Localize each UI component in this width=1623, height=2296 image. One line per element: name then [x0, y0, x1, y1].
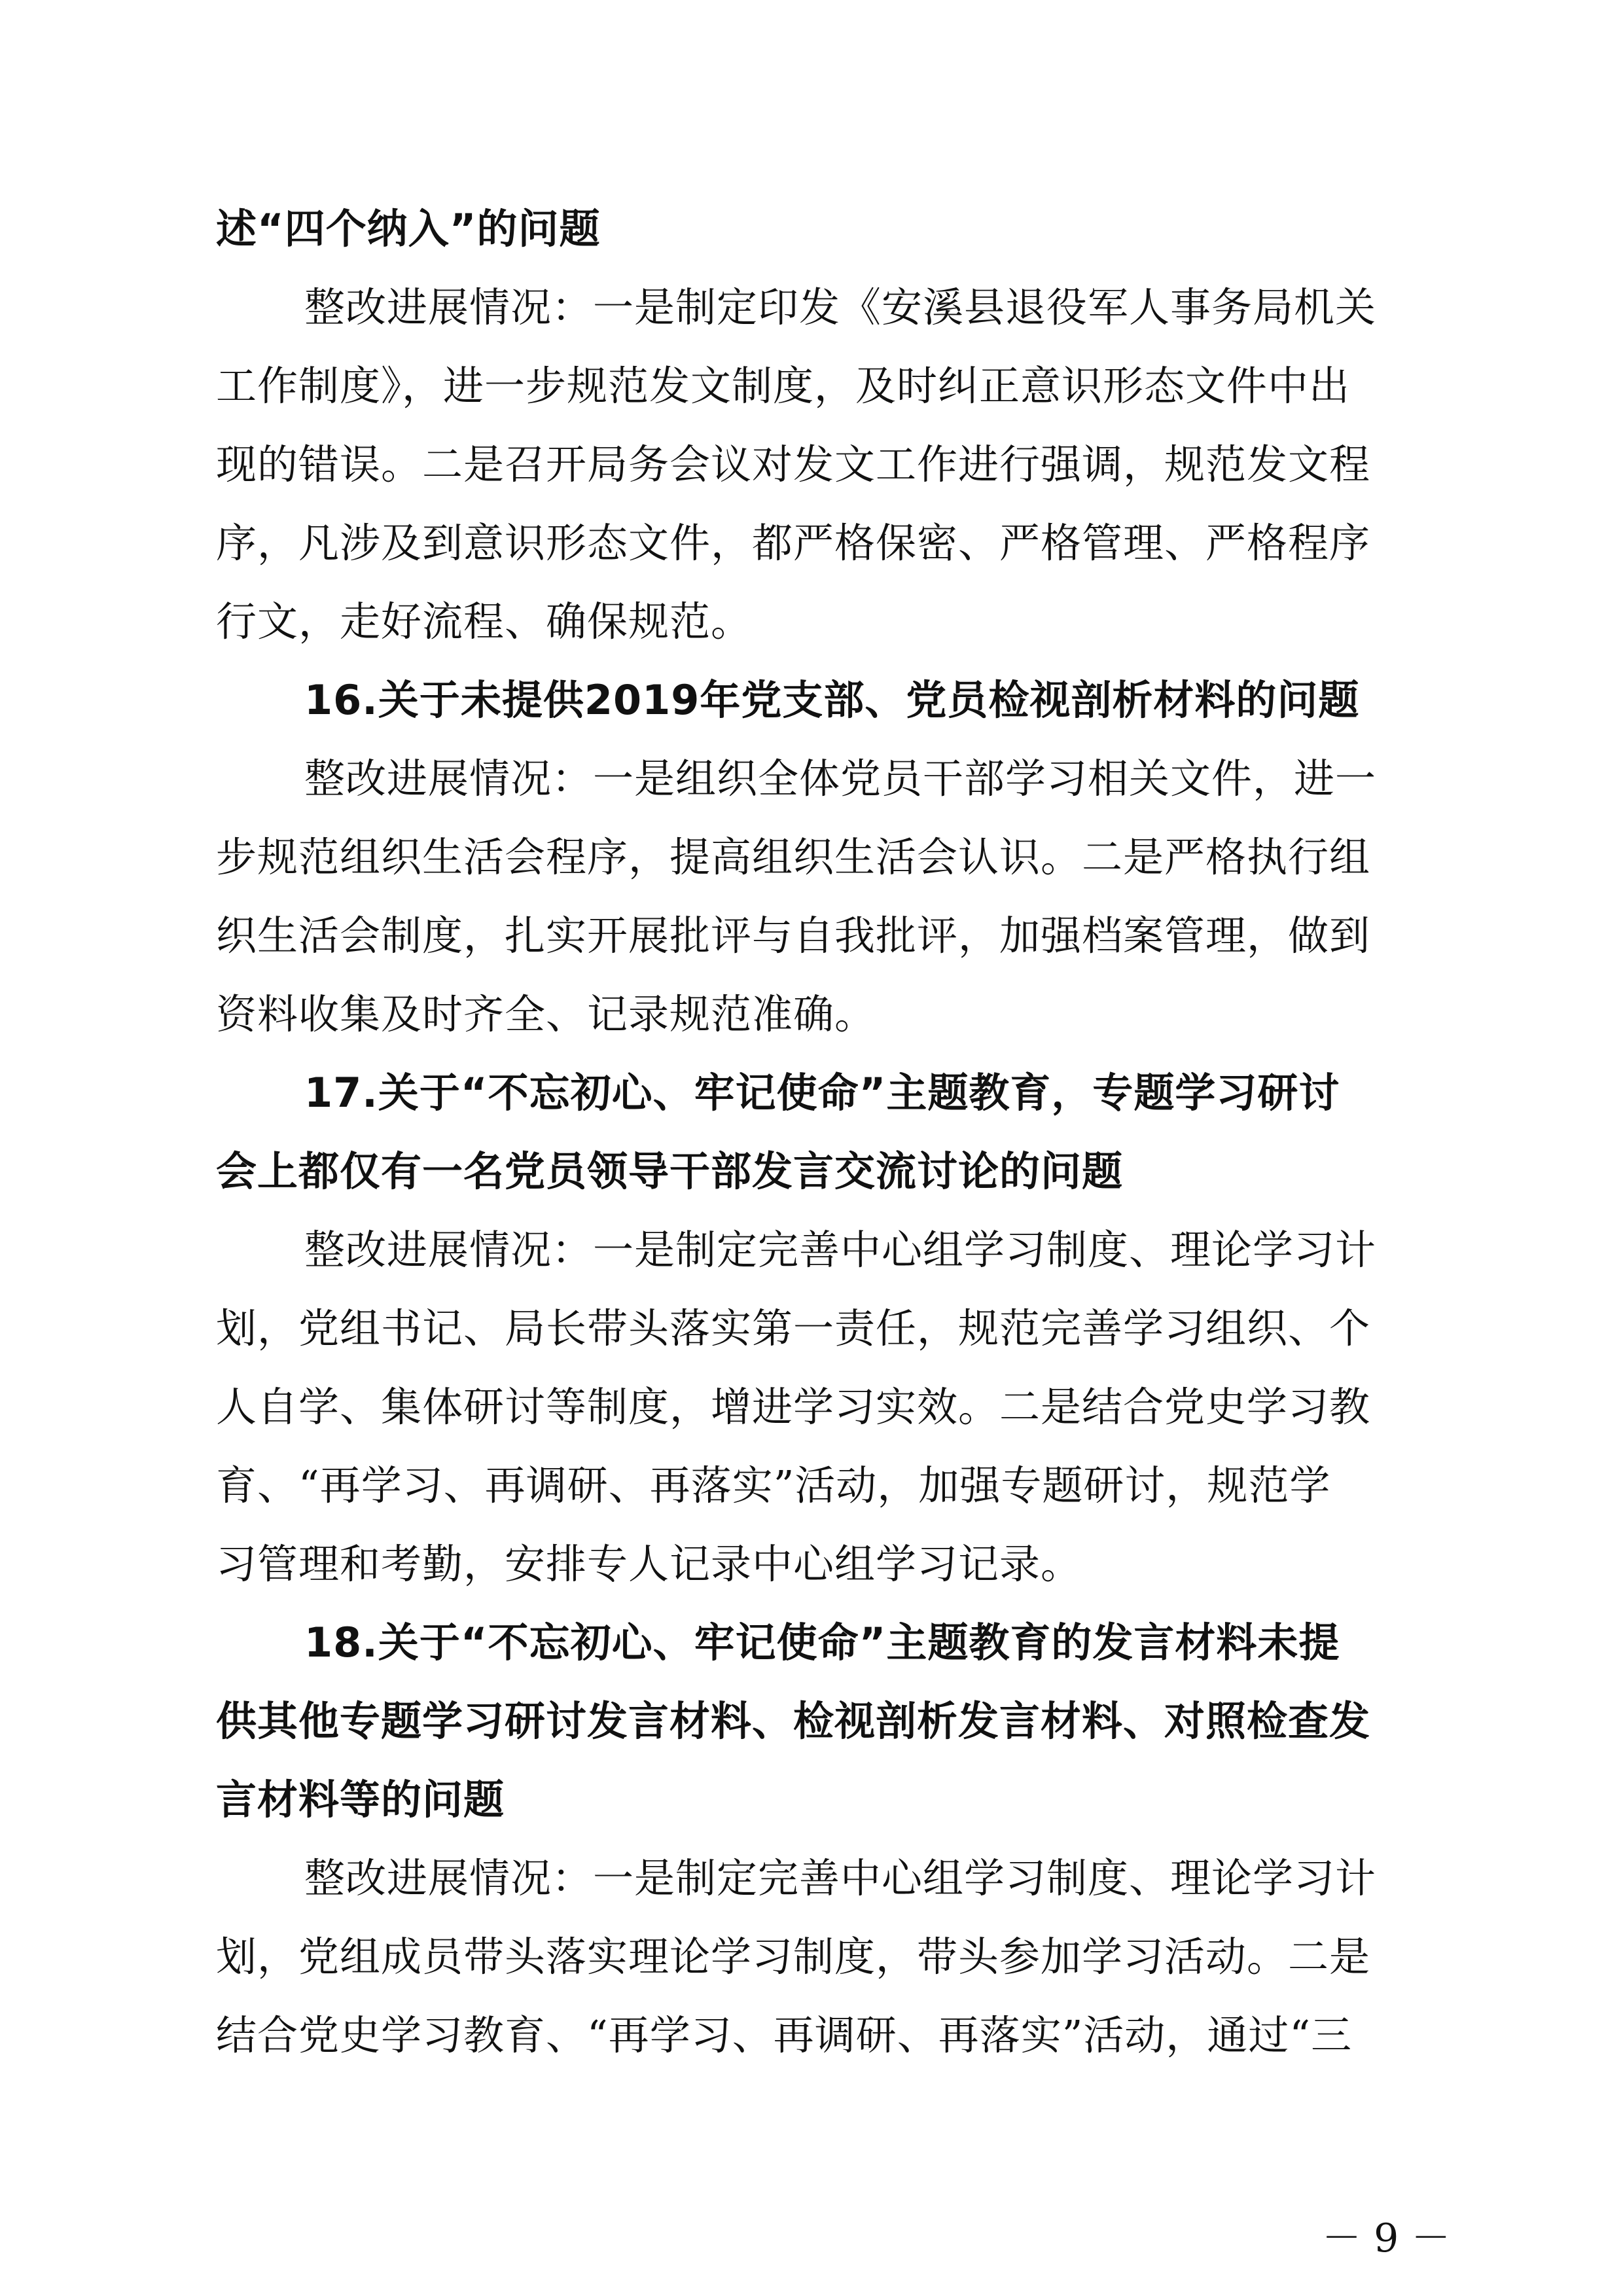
section-heading: 言材料等的问题 [216, 1776, 505, 1823]
text-line: 资料收集及时齐全、记录规范准确。 [216, 990, 876, 1038]
text-line: 述“四个纳入”的问题 [216, 205, 601, 253]
section-heading: 供其他专题学习研讨发言材料、检视剖析发言材料、对照检查发 [216, 1697, 1371, 1745]
text-line: 整改进展情况：一是制定印发《安溪县退役军人事务局机关 [304, 283, 1377, 331]
section-heading: 16.关于未提供2019年党支部、党员检视剖析材料的问题 [304, 676, 1360, 724]
text-line: 习管理和考勤，安排专人记录中心组学习记录。 [216, 1540, 1082, 1588]
section-heading: 18.关于“不忘初心、牢记使命”主题教育的发言材料未提 [304, 1619, 1340, 1666]
text-line: 整改进展情况：一是制定完善中心组学习制度、理论学习计 [304, 1854, 1377, 1902]
text-line: 划，党组书记、局长带头落实第一责任，规范完善学习组织、个 [216, 1304, 1371, 1352]
text-line: 划，党组成员带头落实理论学习制度，带头参加学习活动。二是 [216, 1933, 1371, 1981]
text-line: 整改进展情况：一是制定完善中心组学习制度、理论学习计 [304, 1226, 1377, 1274]
text-line: 育、“再学习、再调研、再落实”活动，加强专题研讨，规范学 [216, 1462, 1331, 1509]
text-line: 行文，走好流程、确保规范。 [216, 598, 753, 645]
section-heading: 17.关于“不忘初心、牢记使命”主题教育，专题学习研讨 [304, 1069, 1340, 1117]
text-line: 人自学、集体研讨等制度，增进学习实效。二是结合党史学习教 [216, 1383, 1371, 1431]
text-line: 结合党史学习教育、“再学习、再调研、再落实”活动，通过“三 [216, 2011, 1353, 2059]
text-line: 序，凡涉及到意识形态文件，都严格保密、严格管理、严格程序 [216, 519, 1371, 567]
text-line: 织生活会制度，扎实开展批评与自我批评，加强档案管理，做到 [216, 912, 1371, 960]
text-line: 现的错误。二是召开局务会议对发文工作进行强调，规范发文程 [216, 440, 1371, 488]
text-line: 整改进展情况：一是组织全体党员干部学习相关文件，进一 [304, 755, 1377, 802]
text-line: 步规范组织生活会程序，提高组织生活会认识。二是严格执行组 [216, 833, 1371, 881]
text-line: 工作制度》，进一步规范发文制度，及时纠正意识形态文件中出 [216, 362, 1351, 410]
page-number: － 9 － [1322, 2215, 1451, 2261]
section-heading: 会上都仅有一名党员领导干部发言交流讨论的问题 [216, 1147, 1124, 1195]
